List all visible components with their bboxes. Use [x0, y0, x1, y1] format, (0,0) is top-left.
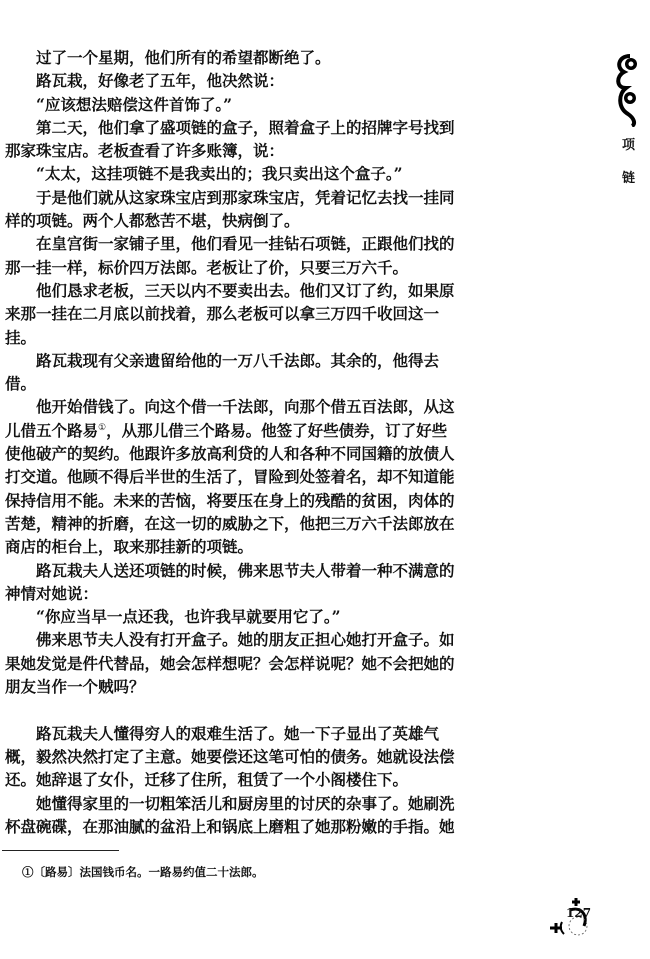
- side-title-char: 链: [622, 171, 636, 186]
- text-line: 朋友当作一个贼吗？: [5, 677, 145, 697]
- text-line: 路瓦栽现有父亲遗留给他的一万八千法郎。其余的，他得去: [36, 350, 440, 370]
- text-line: 他们恳求老板，三天以内不要卖出去。他们又订了约，如果原: [36, 280, 455, 300]
- text-line: 过了一个星期，他们所有的希望都断绝了。: [36, 48, 331, 67]
- text-line: 路瓦栽夫人懂得穷人的艰难生活了。她一下子显出了英雄气: [36, 723, 440, 743]
- text-line: 还。她辞退了女仆，迁移了住所，租赁了一个小阁楼住下。: [5, 770, 409, 790]
- page-number-text: 127: [566, 906, 592, 920]
- side-title-char: 项: [622, 138, 636, 153]
- text-line: 商店的柜台上，取来那挂新的项链。: [5, 537, 254, 557]
- text-line: 果她发觉是件代替品，她会怎样想呢？会怎样说呢？她不会把她的: [5, 653, 455, 673]
- footnote-divider: [2, 850, 119, 851]
- text-line: 借。: [5, 374, 37, 394]
- text-line: 神情对她说：: [5, 583, 99, 603]
- text-line: 路瓦栽夫人送还项链的时候，佛来思节夫人带着一种不满意的: [36, 560, 455, 580]
- body-text: [5, 46, 455, 838]
- text-line: 保持信用不能。未来的苦恼，将要压在身上的残酷的贫困，肉体的: [5, 490, 455, 510]
- text-line: 路瓦栽，好像老了五年，他决然说：: [36, 71, 285, 91]
- text-line: 她懂得家里的一切粗笨活儿和厨房里的讨厌的杂事了。她刷洗: [36, 793, 455, 813]
- text-line: “你应当早一点还我，也许我早就要用它了。”: [36, 607, 341, 627]
- text-line: 于是他们就从这家珠宝店到那家珠宝店，凭着记忆去找一挂同: [36, 187, 455, 207]
- text-line: 第二天，他们拿了盛项链的盒子，照着盒子上的招牌字号找到: [36, 117, 455, 137]
- text-line: 他开始借钱了。向这个借一千法郎，向那个借五百法郎，从这: [36, 397, 455, 417]
- text-line: 使他破产的契约。他跟许多放高利贷的人和各种不同国籍的放债人: [5, 444, 455, 464]
- text-line: 打交道。他顾不得后半世的生活了，冒险到处签着名，却不知道能: [5, 467, 455, 487]
- text-line: 苦楚，精神的折磨，在这一切的威胁之下，他把三万六千法郎放在: [5, 513, 455, 533]
- text-line: 杯盘碗碟，在那油腻的盆沿上和锅底上磨粗了她那粉嫩的手指。她: [5, 816, 455, 836]
- text-line: 概，毅然决然打定了主意。她要偿还这笔可怕的债务。她就设法偿: [5, 746, 455, 766]
- text-line: “太太，这挂项链不是我卖出的；我只卖出这个盒子。”: [36, 164, 403, 184]
- text-line: 儿借五个路易①，从那儿借三个路易。他签了好些债券，订了好些: [5, 420, 448, 440]
- text-line: 样的项链。两个人都愁苦不堪，快病倒了。: [5, 211, 300, 231]
- footnote-marker: ①: [98, 422, 107, 433]
- text-line: 挂。: [5, 327, 37, 347]
- ornament-icon: [612, 52, 642, 127]
- blank-line: [5, 698, 434, 721]
- text-line: 那家珠宝店。老板查看了许多账簿，说：: [5, 141, 285, 161]
- page-number: [548, 896, 598, 945]
- text-line: 来那一挂在二月底以前找着，那么老板可以拿三万四千收回这一: [5, 304, 440, 324]
- text-line: “应该想法赔偿这件首饰了。”: [36, 94, 233, 114]
- text-line: 在皇宫街一家铺子里，他们看见一挂钻石项链，正跟他们找的: [36, 234, 455, 254]
- text-line: 那一挂一样，标价四万法郎。老板让了价，只要三万六千。: [5, 257, 409, 277]
- footnote: ①〔路易〕法国钱币名。一路易约值二十法郎。: [22, 865, 264, 879]
- text-line: 佛来思节夫人没有打开盒子。她的朋友正担心她打开盒子。如: [36, 630, 455, 650]
